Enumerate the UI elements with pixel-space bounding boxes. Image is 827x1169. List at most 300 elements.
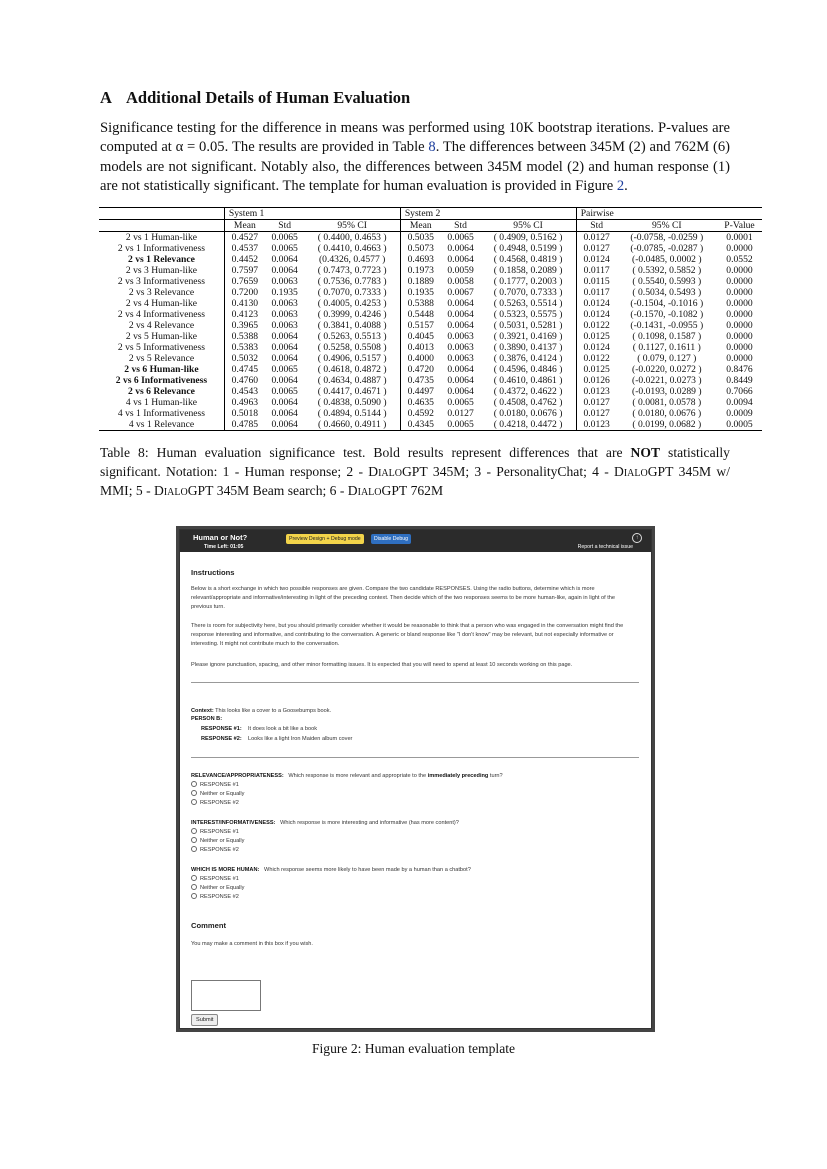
question-text: Which response is more relevant and appropriate to the bbox=[288, 773, 427, 779]
table-cell: ( 0.5258, 0.5508 ) bbox=[305, 342, 401, 353]
group-header-system2: System 2 bbox=[400, 208, 576, 220]
table-cell: 0.5157 bbox=[407, 320, 434, 331]
col-header: Mean bbox=[224, 220, 264, 232]
caption-model-name: DialoGPT bbox=[614, 464, 674, 479]
table-cell: 0.0000 bbox=[726, 287, 753, 298]
col-header: P-Value bbox=[717, 220, 762, 232]
table-cell: 0.1935 bbox=[271, 287, 298, 298]
caption-model-name: DialoGPT bbox=[368, 464, 428, 479]
caption-text: statistically significant. Notation: 1 - Human response; 2 - bbox=[100, 445, 730, 479]
col-header: 95% CI bbox=[617, 220, 717, 232]
table-cell: 0.0064 bbox=[271, 342, 298, 353]
table-cell: ( 0.4948, 0.5199 ) bbox=[480, 243, 576, 254]
response-2-line bbox=[201, 735, 352, 743]
table-cell: 0.0126 bbox=[583, 375, 610, 386]
radio-option[interactable] bbox=[191, 884, 244, 892]
section-title-text: Additional Details of Human Evaluation bbox=[126, 88, 411, 107]
table-cell: 0.0065 bbox=[447, 397, 474, 408]
table-cell: ( 0.4909, 0.5162 ) bbox=[480, 232, 576, 244]
table-cell: ( 0.5392, 0.5852 ) bbox=[632, 265, 702, 276]
table-cell: ( 0.5323, 0.5575 ) bbox=[480, 309, 576, 320]
table-cell: ( 0.0180, 0.0676 ) bbox=[480, 408, 576, 419]
table-cell: ( 0.7473, 0.7723 ) bbox=[305, 265, 401, 276]
table-cell: ( 0.5034, 0.5493 ) bbox=[632, 287, 702, 298]
table-cell: 0.0000 bbox=[726, 309, 753, 320]
table-row bbox=[99, 353, 762, 364]
table-cell: 0.7659 bbox=[231, 276, 259, 287]
table-cell: 0.7066 bbox=[726, 386, 753, 397]
row-label: 2 vs 6 Relevance bbox=[99, 386, 224, 397]
table-row bbox=[99, 276, 762, 287]
table-cell: 0.0064 bbox=[447, 375, 474, 386]
section-number: A bbox=[100, 88, 112, 107]
table-row bbox=[99, 298, 762, 309]
table-cell: (-0.0785, -0.0287 ) bbox=[630, 243, 704, 254]
radio-button-icon[interactable] bbox=[191, 790, 197, 796]
table-cell: (-0.0221, 0.0273 ) bbox=[632, 375, 702, 386]
caption-text: 345M Beam search; 6 - bbox=[213, 483, 348, 498]
radio-label: Neither or Equally bbox=[200, 885, 245, 891]
col-header: Mean bbox=[400, 220, 440, 232]
table-cell: 0.0067 bbox=[447, 287, 474, 298]
question-label: RELEVANCE/APPROPRIATENESS: bbox=[191, 773, 284, 779]
row-label: 2 vs 1 Relevance bbox=[99, 254, 224, 265]
preview-debug-button[interactable]: Preview Design + Debug mode bbox=[286, 534, 364, 544]
table-cell: ( 0.0199, 0.0682 ) bbox=[617, 419, 717, 431]
table-cell: 0.0124 bbox=[583, 254, 610, 265]
collapse-arrow-icon[interactable]: ↑ bbox=[632, 533, 642, 543]
table-cell: 0.4592 bbox=[407, 408, 434, 419]
radio-label: Neither or Equally bbox=[200, 791, 245, 797]
table-cell: 0.5035 bbox=[407, 232, 434, 243]
table-cell: 0.0064 bbox=[447, 320, 474, 331]
table-cell: 0.0009 bbox=[726, 408, 753, 419]
section-heading bbox=[100, 88, 410, 108]
row-label: 2 vs 1 Human-like bbox=[99, 232, 224, 244]
intro-text-3: . bbox=[624, 178, 628, 195]
intro-text-2: . The differences between 345M (2) and 762M (6) models are not significant. Notably also, the differences between 345M model (2) and human response (1) are not statistically significant. The template for human evaluation is provided in Figure bbox=[100, 139, 730, 195]
table-cell: 0.0127 bbox=[583, 397, 610, 408]
radio-label: RESPONSE #2 bbox=[200, 894, 239, 900]
caption-text: 345M; 3 - PersonalityChat; 4 - bbox=[427, 464, 615, 479]
row-label: 4 vs 1 Human-like bbox=[99, 397, 224, 408]
question-text: turn? bbox=[489, 773, 503, 779]
table-row bbox=[99, 375, 762, 386]
response-2-label: RESPONSE #2: bbox=[201, 736, 242, 742]
table-cell: 0.4123 bbox=[231, 309, 259, 320]
table-cell: ( 0.0180, 0.0676 ) bbox=[632, 408, 702, 419]
table-cell: 0.0065 bbox=[271, 386, 298, 397]
table-row bbox=[99, 342, 762, 353]
table-row bbox=[99, 386, 762, 397]
table-row bbox=[99, 364, 762, 375]
table-cell: ( 0.4838, 0.5090 ) bbox=[305, 397, 401, 408]
table-cell: ( 0.3999, 0.4246 ) bbox=[305, 309, 401, 320]
row-label: 2 vs 6 Informativeness bbox=[99, 375, 224, 386]
caption-model-name: DialoGPT bbox=[347, 483, 408, 498]
radio-label: RESPONSE #1 bbox=[200, 829, 239, 835]
table-cell: 0.0123 bbox=[583, 386, 610, 397]
table-cell: 0.0127 bbox=[583, 243, 610, 254]
table-cell: (-0.0193, 0.0289 ) bbox=[632, 386, 702, 397]
person-b-text: PERSON B: bbox=[191, 716, 223, 722]
response-1-text: It does look a bit like a book bbox=[247, 726, 317, 732]
radio-label: RESPONSE #2 bbox=[200, 847, 239, 853]
table-cell: ( 0.4596, 0.4846 ) bbox=[480, 364, 576, 375]
table-cell: 0.0065 bbox=[271, 364, 298, 375]
table-cell: 0.7200 bbox=[231, 287, 259, 298]
table-cell: 0.0063 bbox=[447, 331, 474, 342]
col-header: 95% CI bbox=[305, 220, 401, 232]
context-text: This looks like a cover to a Goosebumps book. bbox=[215, 708, 332, 714]
table-cell: 0.4785 bbox=[224, 419, 264, 431]
radio-button-icon[interactable] bbox=[191, 884, 197, 890]
table-cell: 0.0117 bbox=[583, 287, 610, 298]
table-cell: ( 0.4610, 0.4861 ) bbox=[480, 375, 576, 386]
table-cell: 0.4720 bbox=[407, 364, 434, 375]
table-cell: ( 0.079, 0.127 ) bbox=[637, 353, 697, 364]
table-cell: 0.0001 bbox=[726, 232, 753, 243]
question-label: WHICH IS MORE HUMAN: bbox=[191, 867, 260, 873]
radio-button-icon[interactable] bbox=[191, 837, 197, 843]
table-cell: 0.0064 bbox=[447, 298, 474, 309]
group-header-blank bbox=[99, 208, 224, 220]
table-cell: 0.0005 bbox=[717, 419, 762, 431]
table-cell: ( 0.4372, 0.4622 ) bbox=[480, 386, 576, 397]
table-cell: 0.0064 bbox=[447, 364, 474, 375]
table-cell: 0.0124 bbox=[583, 342, 610, 353]
table-cell: ( 0.1858, 0.2089 ) bbox=[480, 265, 576, 276]
caption-text: 762M bbox=[407, 483, 444, 498]
table-cell: 0.0000 bbox=[726, 331, 753, 342]
table-cell: 0.4735 bbox=[407, 375, 434, 386]
evaluation-template-figure bbox=[179, 529, 652, 1029]
table-cell: 0.0123 bbox=[576, 419, 616, 431]
table-cell: (-0.1570, -0.1082 ) bbox=[630, 309, 704, 320]
row-label: 2 vs 3 Informativeness bbox=[99, 276, 224, 287]
table-cell: ( 0.7070, 0.7333 ) bbox=[480, 287, 576, 298]
table-cell: 0.1935 bbox=[407, 287, 434, 298]
caption-text: Table 8: Human evaluation significance test. Bold results represent differences that are bbox=[100, 445, 631, 460]
table-cell: ( 0.3890, 0.4137 ) bbox=[480, 342, 576, 353]
table-cell: ( 0.7070, 0.7333 ) bbox=[305, 287, 401, 298]
instructions-paragraph: Please ignore punctuation, spacing, and other minor formatting issues. It is expected that you will need to spend at least 10 seconds working on this page. bbox=[191, 662, 573, 668]
template-title: Human or Not? bbox=[193, 533, 248, 542]
col-header: Std bbox=[265, 220, 305, 232]
table-cell: 0.0064 bbox=[271, 408, 298, 419]
table-cell: ( 0.4568, 0.4819 ) bbox=[480, 254, 576, 265]
informativeness-question bbox=[191, 819, 459, 827]
radio-option[interactable] bbox=[191, 846, 239, 854]
radio-button-icon[interactable] bbox=[191, 875, 197, 881]
row-label: 2 vs 6 Human-like bbox=[99, 364, 224, 375]
radio-option[interactable] bbox=[191, 837, 244, 845]
radio-option[interactable] bbox=[191, 893, 239, 901]
intro-text-1: Significance testing for the difference in means was performed using 10K bootstrap iterations. P-values are computed at α = 0.05. The results are provided in Table bbox=[100, 120, 730, 156]
table-cell: 0.0064 bbox=[271, 331, 298, 342]
table-reference-link[interactable]: 8 bbox=[428, 139, 436, 156]
question-label: INTEREST/INFORMATIVENESS: bbox=[191, 820, 276, 826]
person-b-label bbox=[191, 715, 222, 723]
row-label: 4 vs 1 Relevance bbox=[99, 419, 224, 431]
comment-textarea[interactable] bbox=[191, 980, 261, 1011]
table-cell: 0.0064 bbox=[265, 419, 305, 431]
table-cell: 0.5388 bbox=[231, 331, 259, 342]
row-label: 2 vs 4 Relevance bbox=[99, 320, 224, 331]
row-label: 4 vs 1 Informativeness bbox=[99, 408, 224, 419]
table-cell: 0.0125 bbox=[583, 331, 610, 342]
table-cell: 0.4345 bbox=[400, 419, 440, 431]
table-row bbox=[99, 232, 762, 244]
instructions-heading: Instructions bbox=[191, 568, 235, 577]
table-cell: 0.5073 bbox=[407, 243, 434, 254]
table-cell: 0.8449 bbox=[726, 375, 753, 386]
table-cell: 0.0552 bbox=[726, 254, 753, 265]
table-cell: ( 0.4417, 0.4671 ) bbox=[305, 386, 401, 397]
table-cell: 0.0063 bbox=[271, 298, 298, 309]
table-cell: 0.0122 bbox=[583, 353, 610, 364]
table-cell: 0.0000 bbox=[726, 342, 753, 353]
radio-label: RESPONSE #1 bbox=[200, 782, 239, 788]
table-cell: 0.4527 bbox=[231, 232, 259, 243]
radio-button-icon[interactable] bbox=[191, 799, 197, 805]
table-cell: 0.7597 bbox=[231, 265, 259, 276]
table-cell: (-0.0220, 0.0272 ) bbox=[632, 364, 702, 375]
divider bbox=[191, 757, 639, 758]
table-cell: (-0.0485, 0.0002 ) bbox=[632, 254, 702, 265]
row-label: 2 vs 3 Human-like bbox=[99, 265, 224, 276]
table-cell: 0.0125 bbox=[583, 364, 610, 375]
table-cell: 0.0065 bbox=[271, 232, 298, 243]
table-cell: ( 0.4906, 0.5157 ) bbox=[305, 353, 401, 364]
context-label: Context: bbox=[191, 708, 214, 714]
col-header-blank bbox=[99, 220, 224, 232]
relevance-question bbox=[191, 772, 503, 780]
significance-table bbox=[99, 207, 762, 431]
table-row bbox=[99, 397, 762, 408]
table-row bbox=[99, 320, 762, 331]
table-cell: ( 0.1777, 0.2003 ) bbox=[480, 276, 576, 287]
table-cell: 0.1889 bbox=[407, 276, 434, 287]
table-cell: ( 0.5540, 0.5993 ) bbox=[632, 276, 702, 287]
table-cell: 0.0064 bbox=[447, 243, 474, 254]
radio-option[interactable] bbox=[191, 875, 239, 883]
table-cell: (0.4326, 0.4577 ) bbox=[305, 254, 401, 265]
disable-debug-button[interactable]: Disable Debug bbox=[371, 534, 411, 544]
table-cell: ( 0.4218, 0.4472 ) bbox=[480, 419, 576, 431]
radio-label: Neither or Equally bbox=[200, 838, 245, 844]
table-cell: 0.4130 bbox=[231, 298, 259, 309]
context-line bbox=[191, 707, 331, 715]
table-cell: 0.0000 bbox=[726, 265, 753, 276]
submit-button[interactable]: Submit bbox=[191, 1014, 218, 1026]
table-cell: 0.4635 bbox=[407, 397, 434, 408]
table-cell: ( 0.5263, 0.5513 ) bbox=[305, 331, 401, 342]
radio-button-icon[interactable] bbox=[191, 846, 197, 852]
table-cell: 0.0122 bbox=[583, 320, 610, 331]
row-label: 2 vs 4 Informativeness bbox=[99, 309, 224, 320]
table-cell: 0.0063 bbox=[271, 276, 298, 287]
template-header-bar bbox=[180, 530, 651, 552]
table-cell: 0.4745 bbox=[231, 364, 259, 375]
comment-heading: Comment bbox=[191, 921, 227, 930]
group-header-pairwise: Pairwise bbox=[576, 208, 762, 220]
table-cell: 0.0058 bbox=[447, 276, 474, 287]
table-cell: ( 0.5031, 0.5281 ) bbox=[480, 320, 576, 331]
table-cell: 0.0064 bbox=[271, 254, 298, 265]
table-cell: 0.4045 bbox=[407, 331, 434, 342]
table-cell: 0.0094 bbox=[726, 397, 753, 408]
table-cell: 0.0063 bbox=[271, 320, 298, 331]
table-cell: 0.0124 bbox=[583, 298, 610, 309]
table-column-header bbox=[99, 220, 762, 232]
table-cell: ( 0.4894, 0.5144 ) bbox=[305, 408, 401, 419]
table-cell: (-0.1504, -0.1016 ) bbox=[630, 298, 704, 309]
table-cell: 0.0117 bbox=[583, 265, 610, 276]
question-text: Which response seems more likely to have been made by a human than a chatbot? bbox=[264, 867, 471, 873]
radio-label: RESPONSE #2 bbox=[200, 800, 239, 806]
table-cell: 0.3965 bbox=[231, 320, 259, 331]
table-cell: 0.0000 bbox=[726, 243, 753, 254]
table-cell: ( 0.4660, 0.4911 ) bbox=[305, 419, 401, 431]
table-cell: 0.0000 bbox=[726, 276, 753, 287]
row-label: 2 vs 1 Informativeness bbox=[99, 243, 224, 254]
row-label: 2 vs 4 Human-like bbox=[99, 298, 224, 309]
table-cell: 0.0127 bbox=[583, 232, 610, 243]
col-header: Std bbox=[441, 220, 481, 232]
table-row bbox=[99, 331, 762, 342]
table-cell: ( 0.1098, 0.1587 ) bbox=[632, 331, 702, 342]
table-row bbox=[99, 419, 762, 431]
row-label: 2 vs 5 Human-like bbox=[99, 331, 224, 342]
response-1-label: RESPONSE #1: bbox=[201, 726, 242, 732]
report-issue-link[interactable]: Report a technical issue bbox=[577, 544, 633, 550]
table-row bbox=[99, 254, 762, 265]
comment-instructions: You may make a comment in this box if you wish. bbox=[191, 941, 313, 947]
figure-caption: Figure 2: Human evaluation template bbox=[311, 1041, 516, 1056]
table-cell: ( 0.4410, 0.4663 ) bbox=[305, 243, 401, 254]
table-cell: 0.8476 bbox=[726, 364, 753, 375]
table-cell: 0.0064 bbox=[271, 265, 298, 276]
table-group-header bbox=[99, 208, 762, 220]
table-cell: (-0.0758, -0.0259 ) bbox=[630, 232, 704, 243]
table-cell: 0.4760 bbox=[231, 375, 259, 386]
table-cell: 0.4013 bbox=[407, 342, 434, 353]
radio-option[interactable] bbox=[191, 799, 239, 807]
question-text: Which response is more interesting and informative (has more content)? bbox=[280, 820, 459, 826]
response-2-text: Looks like a light Iron Maiden album cover bbox=[247, 736, 353, 742]
col-header: 95% CI bbox=[480, 220, 576, 232]
question-emphasis: immediately preceding bbox=[427, 773, 489, 779]
radio-button-icon[interactable] bbox=[191, 828, 197, 834]
table-cell: 0.4693 bbox=[407, 254, 434, 265]
table-cell: 0.5383 bbox=[231, 342, 259, 353]
response-1-line bbox=[201, 725, 317, 733]
group-header-system1: System 1 bbox=[224, 208, 400, 220]
table-cell: 0.0115 bbox=[583, 276, 610, 287]
table-row bbox=[99, 265, 762, 276]
table-row bbox=[99, 243, 762, 254]
table-cell: ( 0.4400, 0.4653 ) bbox=[305, 232, 401, 244]
table-cell: ( 0.1127, 0.1611 ) bbox=[632, 342, 701, 353]
radio-label: RESPONSE #1 bbox=[200, 876, 239, 882]
table-row bbox=[99, 287, 762, 298]
table-row bbox=[99, 408, 762, 419]
divider bbox=[191, 682, 639, 683]
time-left-label: Time Left: 01:05 bbox=[204, 544, 244, 550]
radio-button-icon[interactable] bbox=[191, 893, 197, 899]
row-label: 2 vs 5 Informativeness bbox=[99, 342, 224, 353]
table-cell: ( 0.0081, 0.0578 ) bbox=[632, 397, 702, 408]
row-label: 2 vs 3 Relevance bbox=[99, 287, 224, 298]
table-cell: 0.0127 bbox=[447, 408, 474, 419]
table-cell: 0.0064 bbox=[447, 309, 474, 320]
table-cell: ( 0.3876, 0.4124 ) bbox=[480, 353, 576, 364]
table-cell: 0.0059 bbox=[447, 265, 474, 276]
intro-paragraph bbox=[100, 119, 730, 197]
table-cell: 0.0064 bbox=[271, 353, 298, 364]
table-cell: 0.0065 bbox=[447, 232, 474, 243]
table-cell: 0.0064 bbox=[447, 386, 474, 397]
table-cell: 0.0064 bbox=[271, 375, 298, 386]
table-cell: 0.5388 bbox=[407, 298, 434, 309]
radio-button-icon[interactable] bbox=[191, 781, 197, 787]
table-cell: 0.5018 bbox=[231, 408, 259, 419]
table-cell: 0.5448 bbox=[407, 309, 434, 320]
table-cell: 0.0063 bbox=[447, 342, 474, 353]
table-cell: ( 0.3841, 0.4088 ) bbox=[305, 320, 401, 331]
radio-option[interactable] bbox=[191, 790, 244, 798]
table-cell: 0.4497 bbox=[407, 386, 434, 397]
table-cell: 0.0065 bbox=[441, 419, 481, 431]
table-body bbox=[99, 232, 762, 431]
table-caption bbox=[100, 443, 730, 500]
table-cell: 0.1973 bbox=[407, 265, 434, 276]
table-cell: ( 0.3921, 0.4169 ) bbox=[480, 331, 576, 342]
radio-option[interactable] bbox=[191, 828, 239, 836]
table-cell: 0.5032 bbox=[231, 353, 259, 364]
table-cell: 0.4452 bbox=[231, 254, 259, 265]
table-cell: ( 0.4005, 0.4253 ) bbox=[305, 298, 401, 309]
table-cell: 0.0000 bbox=[726, 298, 753, 309]
table-cell: ( 0.7536, 0.7783 ) bbox=[305, 276, 401, 287]
radio-option[interactable] bbox=[191, 781, 239, 789]
row-label: 2 vs 5 Relevance bbox=[99, 353, 224, 364]
table-row bbox=[99, 309, 762, 320]
table-cell: ( 0.4508, 0.4762 ) bbox=[480, 397, 576, 408]
caption-model-name: DialoGPT bbox=[154, 483, 214, 498]
instructions-paragraph: Below is a short exchange in which two possible responses are given. Compare the two candidate RESPONSES. Using the radio buttons, determine which is more relevant/appropriate and informative/interesting in light of the preceding context. Then decide which of the two responses seems to be more human-like, again in light of the previous turn. bbox=[191, 586, 616, 610]
table-cell: 0.0063 bbox=[271, 309, 298, 320]
table-cell: 0.0064 bbox=[271, 397, 298, 408]
table-cell: 0.0000 bbox=[726, 353, 753, 364]
table-cell: 0.4543 bbox=[231, 386, 259, 397]
table-cell: 0.0063 bbox=[447, 353, 474, 364]
caption-text: 345M w/ MMI; 5 - bbox=[100, 464, 731, 498]
table-cell: (-0.1431, -0.0955 ) bbox=[630, 320, 704, 331]
table-cell: 0.4000 bbox=[407, 353, 434, 364]
instructions-paragraph: There is room for subjectivity here, but you should primarily consider whether it would be reasonable to think that a person who was engaged in the conversation might find the response interesting and informative, and contributing to the conversation. A generic or bland response like "I don't know" may be relevant, but not especially informative or interesting. It might not contribute much to the conversation. bbox=[191, 623, 624, 647]
table-cell: ( 0.4618, 0.4872 ) bbox=[305, 364, 401, 375]
table-cell: 0.0124 bbox=[583, 309, 610, 320]
table-cell: 0.0065 bbox=[271, 243, 298, 254]
caption-emphasis: NOT bbox=[630, 445, 661, 460]
table-cell: 0.4537 bbox=[231, 243, 259, 254]
col-header: Std bbox=[576, 220, 616, 232]
table-cell: ( 0.5263, 0.5514 ) bbox=[480, 298, 576, 309]
figure-reference-link[interactable]: 2 bbox=[616, 178, 625, 195]
table-cell: 0.4963 bbox=[231, 397, 259, 408]
